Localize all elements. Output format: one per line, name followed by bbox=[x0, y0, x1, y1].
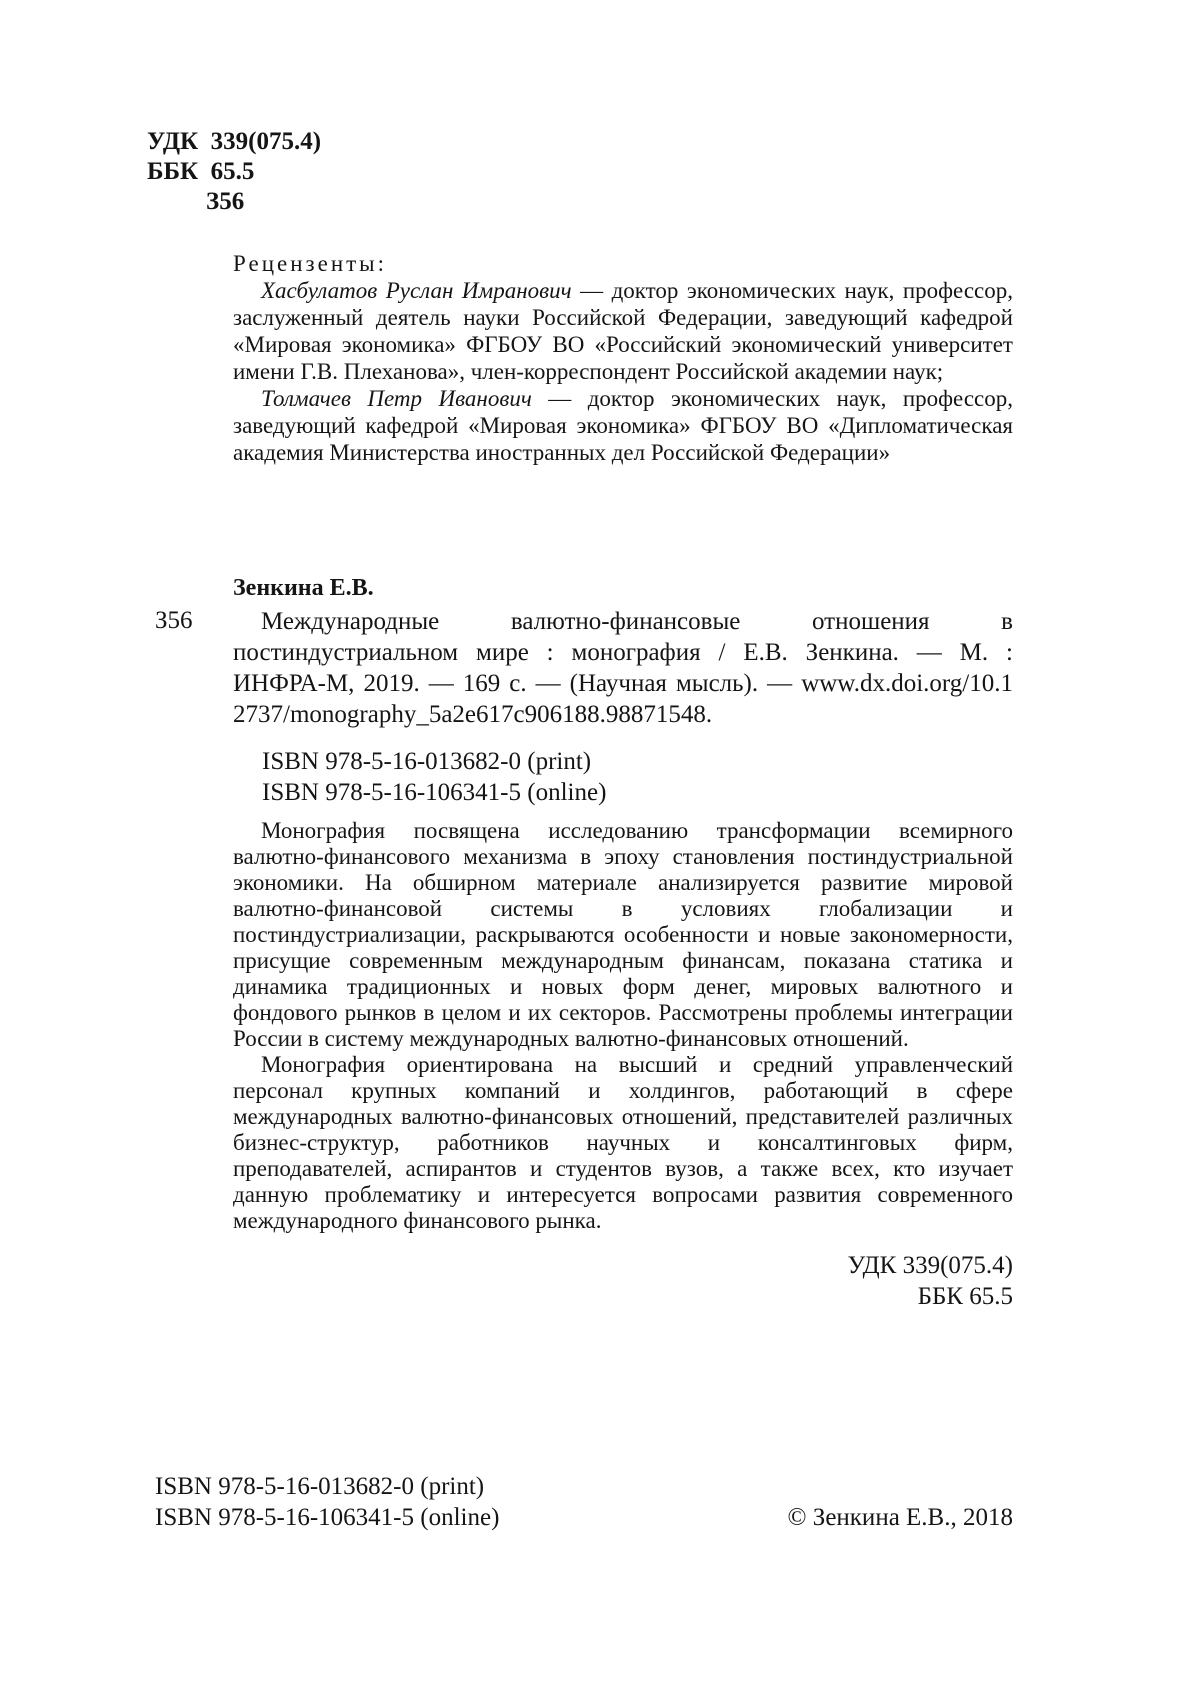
reviewer-2-name: Толмачев Петр Иванович bbox=[261, 386, 532, 411]
reviewer-1-name: Хасбулатов Руслан Имранович bbox=[261, 278, 572, 303]
isbn-print: ISBN 978-5-16-013682-0 (print) bbox=[262, 748, 592, 775]
bbk-code-right: ББК 65.5 bbox=[917, 1283, 1013, 1310]
title-text: Международные валютно-финансовые отношения в постиндустриальном мире : монография / Е.В. Зенкина. — М. : ИНФРА-М, 2019. — 169 с. — (Научная мысль). — bbox=[233, 608, 1013, 697]
classification-right bbox=[847, 1250, 1013, 1312]
doi-end: . bbox=[705, 701, 713, 728]
reviewer-1-desc: — доктор экономических наук, профессор, заслуженный деятель науки Российской Федерации, заведующий кафедрой «Мировая экономика» ФГБОУ ВО «Российский экономический университет имени Г.В. Плеханова», член-корреспондент Российской академии наук; bbox=[233, 278, 1013, 384]
isbn-online: ISBN 978-5-16-106341-5 (online) bbox=[262, 779, 607, 806]
bbk-code: ББК 65.5 bbox=[147, 158, 255, 185]
card-number: З56 bbox=[155, 607, 193, 634]
reviewers-section bbox=[233, 250, 1013, 466]
annotation bbox=[233, 818, 1013, 1234]
copyright: © Зенкина Е.В., 2018 bbox=[787, 1504, 1013, 1531]
reviewers-title: Рецензенты: bbox=[233, 251, 388, 276]
udk-code: УДК 339(075.4) bbox=[147, 128, 322, 155]
annotation-paragraph-1: Монография посвящена исследованию трансформации всемирного валютно-финансового механизма в эпоху становления постиндустриальной экономики. На обширном материале анализируется развитие мировой валютно-финансовой системы в условиях глобализации и постиндустриализации, раскрываются особенности и новые закономерности, присущие современным международным финансам, показана статика и динамика традиционных и новых форм денег, мировых валютного и фондового рынков в целом и их секторов. Рассмотрены проблемы интеграции России в систему международных валютно-финансовых отношений. bbox=[233, 818, 1013, 1051]
author-mark: З56 bbox=[206, 188, 245, 215]
footer-isbn-print: ISBN 978-5-16-013682-0 (print) bbox=[155, 1473, 485, 1500]
reviewer-2 bbox=[233, 385, 1013, 466]
footer-isbn-online: ISBN 978-5-16-106341-5 (online) bbox=[155, 1504, 500, 1531]
annotation-paragraph-2: Монография ориентирована на высший и средний управленческий персонал крупных компаний и холдингов, работающий в сфере международных валютно-финансовых отношений, представителей различных бизнес-структур, работников научных и консалтинговых фирм, преподавателей, аспирантов и студентов вузов, а также всех, кто изучает данную проблематику и интересуется вопросами развития современного международного финансового рынка. bbox=[233, 1052, 1013, 1233]
doi-link: www.dx.doi.org/10.12737/monography_5a2e617c906188.98871548 bbox=[233, 670, 1013, 728]
isbn-block bbox=[262, 746, 606, 808]
bibliographic-description bbox=[233, 606, 1013, 730]
author-name: Зенкина Е.В. bbox=[233, 575, 374, 601]
reviewer-2-desc: — доктор экономических наук, профессор, заведующий кафедрой «Мировая экономика» ФГБОУ ВО «Дипломатическая академия Министерства иностранных дел Российской Федерации» bbox=[233, 386, 1014, 465]
udk-code-right: УДК 339(075.4) bbox=[847, 1252, 1013, 1279]
footer-isbn bbox=[155, 1471, 499, 1533]
reviewer-1 bbox=[233, 277, 1013, 385]
